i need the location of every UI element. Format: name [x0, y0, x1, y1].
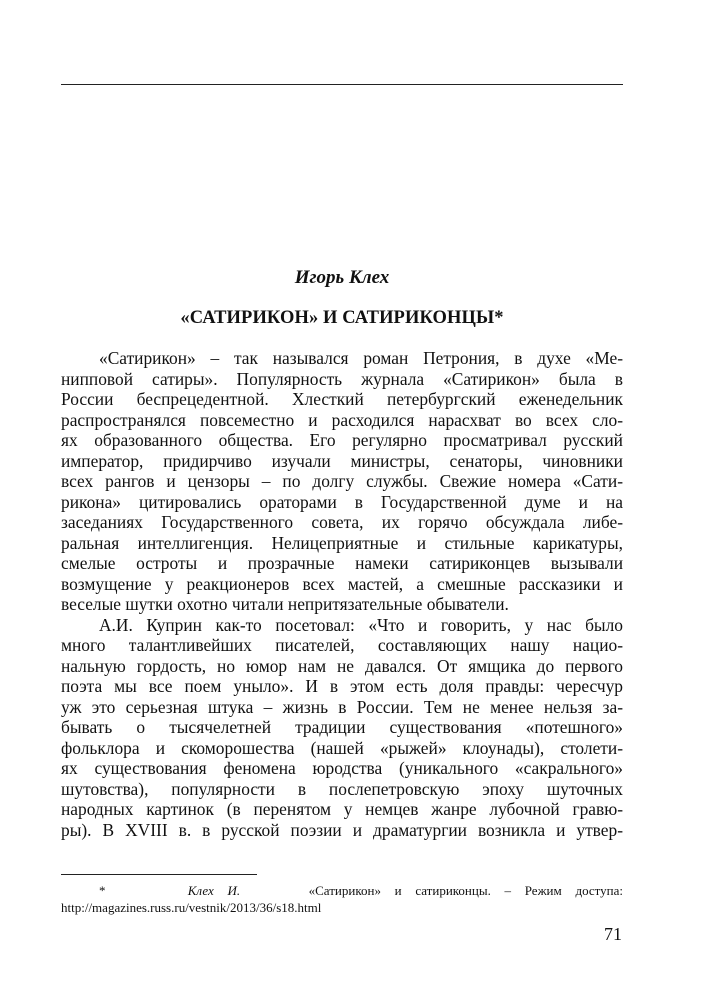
- footnote: [61, 882, 623, 916]
- text-line: А.И. Куприн как-то посетовал: «Что и говорить, у нас было: [99, 614, 623, 635]
- text-line: «Сатирикон» – так назывался роман Петрония, в духе «Ме-: [99, 348, 623, 368]
- header-rule: [61, 84, 623, 85]
- footnote-marker: *: [99, 883, 106, 898]
- text-line: ях существования феномена юродства (уникального «сакрального»: [61, 758, 623, 778]
- text-line: веселые шутки охотно читали непритязательные обыватели.: [61, 594, 509, 614]
- text-line: нальную гордость, но юмор нам не давался. От ямщика до первого: [61, 655, 623, 676]
- article-title: «САТИРИКОН» И САТИРИКОНЦЫ*: [180, 308, 504, 328]
- footnote-line-1: [61, 882, 623, 899]
- text-line: ях образованного общества. Его регулярно просматривал русский: [61, 430, 623, 450]
- paragraph-1: [61, 348, 623, 615]
- article-author: Игорь Клех: [294, 267, 390, 288]
- page-number: 71: [604, 924, 622, 944]
- text-line: всех рангов и цензоры – по долгу службы. Свежие номера «Сати-: [61, 471, 623, 491]
- text-line: император, придирчиво изучали министры, сенаторы, чиновники: [61, 450, 623, 471]
- text-line: шутовства), популярности в послепетровскую эпоху шуточных: [61, 778, 623, 799]
- footnote-url[interactable]: http://magazines.russ.ru/vestnik/2013/36/s18.html: [61, 900, 322, 915]
- text-line: заседаниях Государственного совета, их горячо обсуждала либе-: [61, 512, 623, 532]
- text-line: уж это серьезная штука – жизнь в России. Тем не менее нельзя за-: [61, 696, 623, 717]
- text-line: поэта мы все поем уныло». И в этом есть доля правды: чересчур: [61, 676, 623, 696]
- text-line: бывать о тысячелетней традиции существования «потешного»: [61, 717, 623, 737]
- text-line: ры). В XVIII в. в русской поэзии и драматургии возникла и утвер-: [61, 819, 623, 840]
- footnote-text: «Сатирикон» и сатириконцы. – Режим доступа:: [308, 883, 624, 898]
- text-line: распространялся повсеместно и расходился нарасхват во всех сло-: [61, 409, 623, 430]
- footnote-author: Клех И.: [187, 883, 241, 898]
- footnote-rule: [61, 874, 257, 875]
- text-line: народных картинок (в перенятом у немцев жанре лубочной гравю-: [61, 799, 623, 819]
- article-body: [61, 348, 623, 840]
- text-line: ральная интеллигенция. Нелицеприятные и стильные карикатуры,: [61, 532, 623, 553]
- text-line: смелые остроты и прозрачные намеки сатириконцев вызывали: [61, 553, 623, 573]
- text-line: много талантливейших писателей, составляющих нашу нацио-: [61, 635, 623, 655]
- text-line: фольклора и скоморошества (нашей «рыжей» клоунады), столети-: [61, 737, 623, 758]
- text-line: России беспрецедентной. Хлесткий петербургский еженедельник: [61, 389, 623, 409]
- text-line: нипповой сатиры». Популярность журнала «Сатирикон» была в: [61, 368, 623, 389]
- text-line: возмущение у реакционеров всех мастей, а смешные рассказики и: [61, 573, 623, 594]
- text-line: рикона» цитировались ораторами в Государственной думе и на: [61, 491, 623, 512]
- paragraph-2: [61, 615, 623, 841]
